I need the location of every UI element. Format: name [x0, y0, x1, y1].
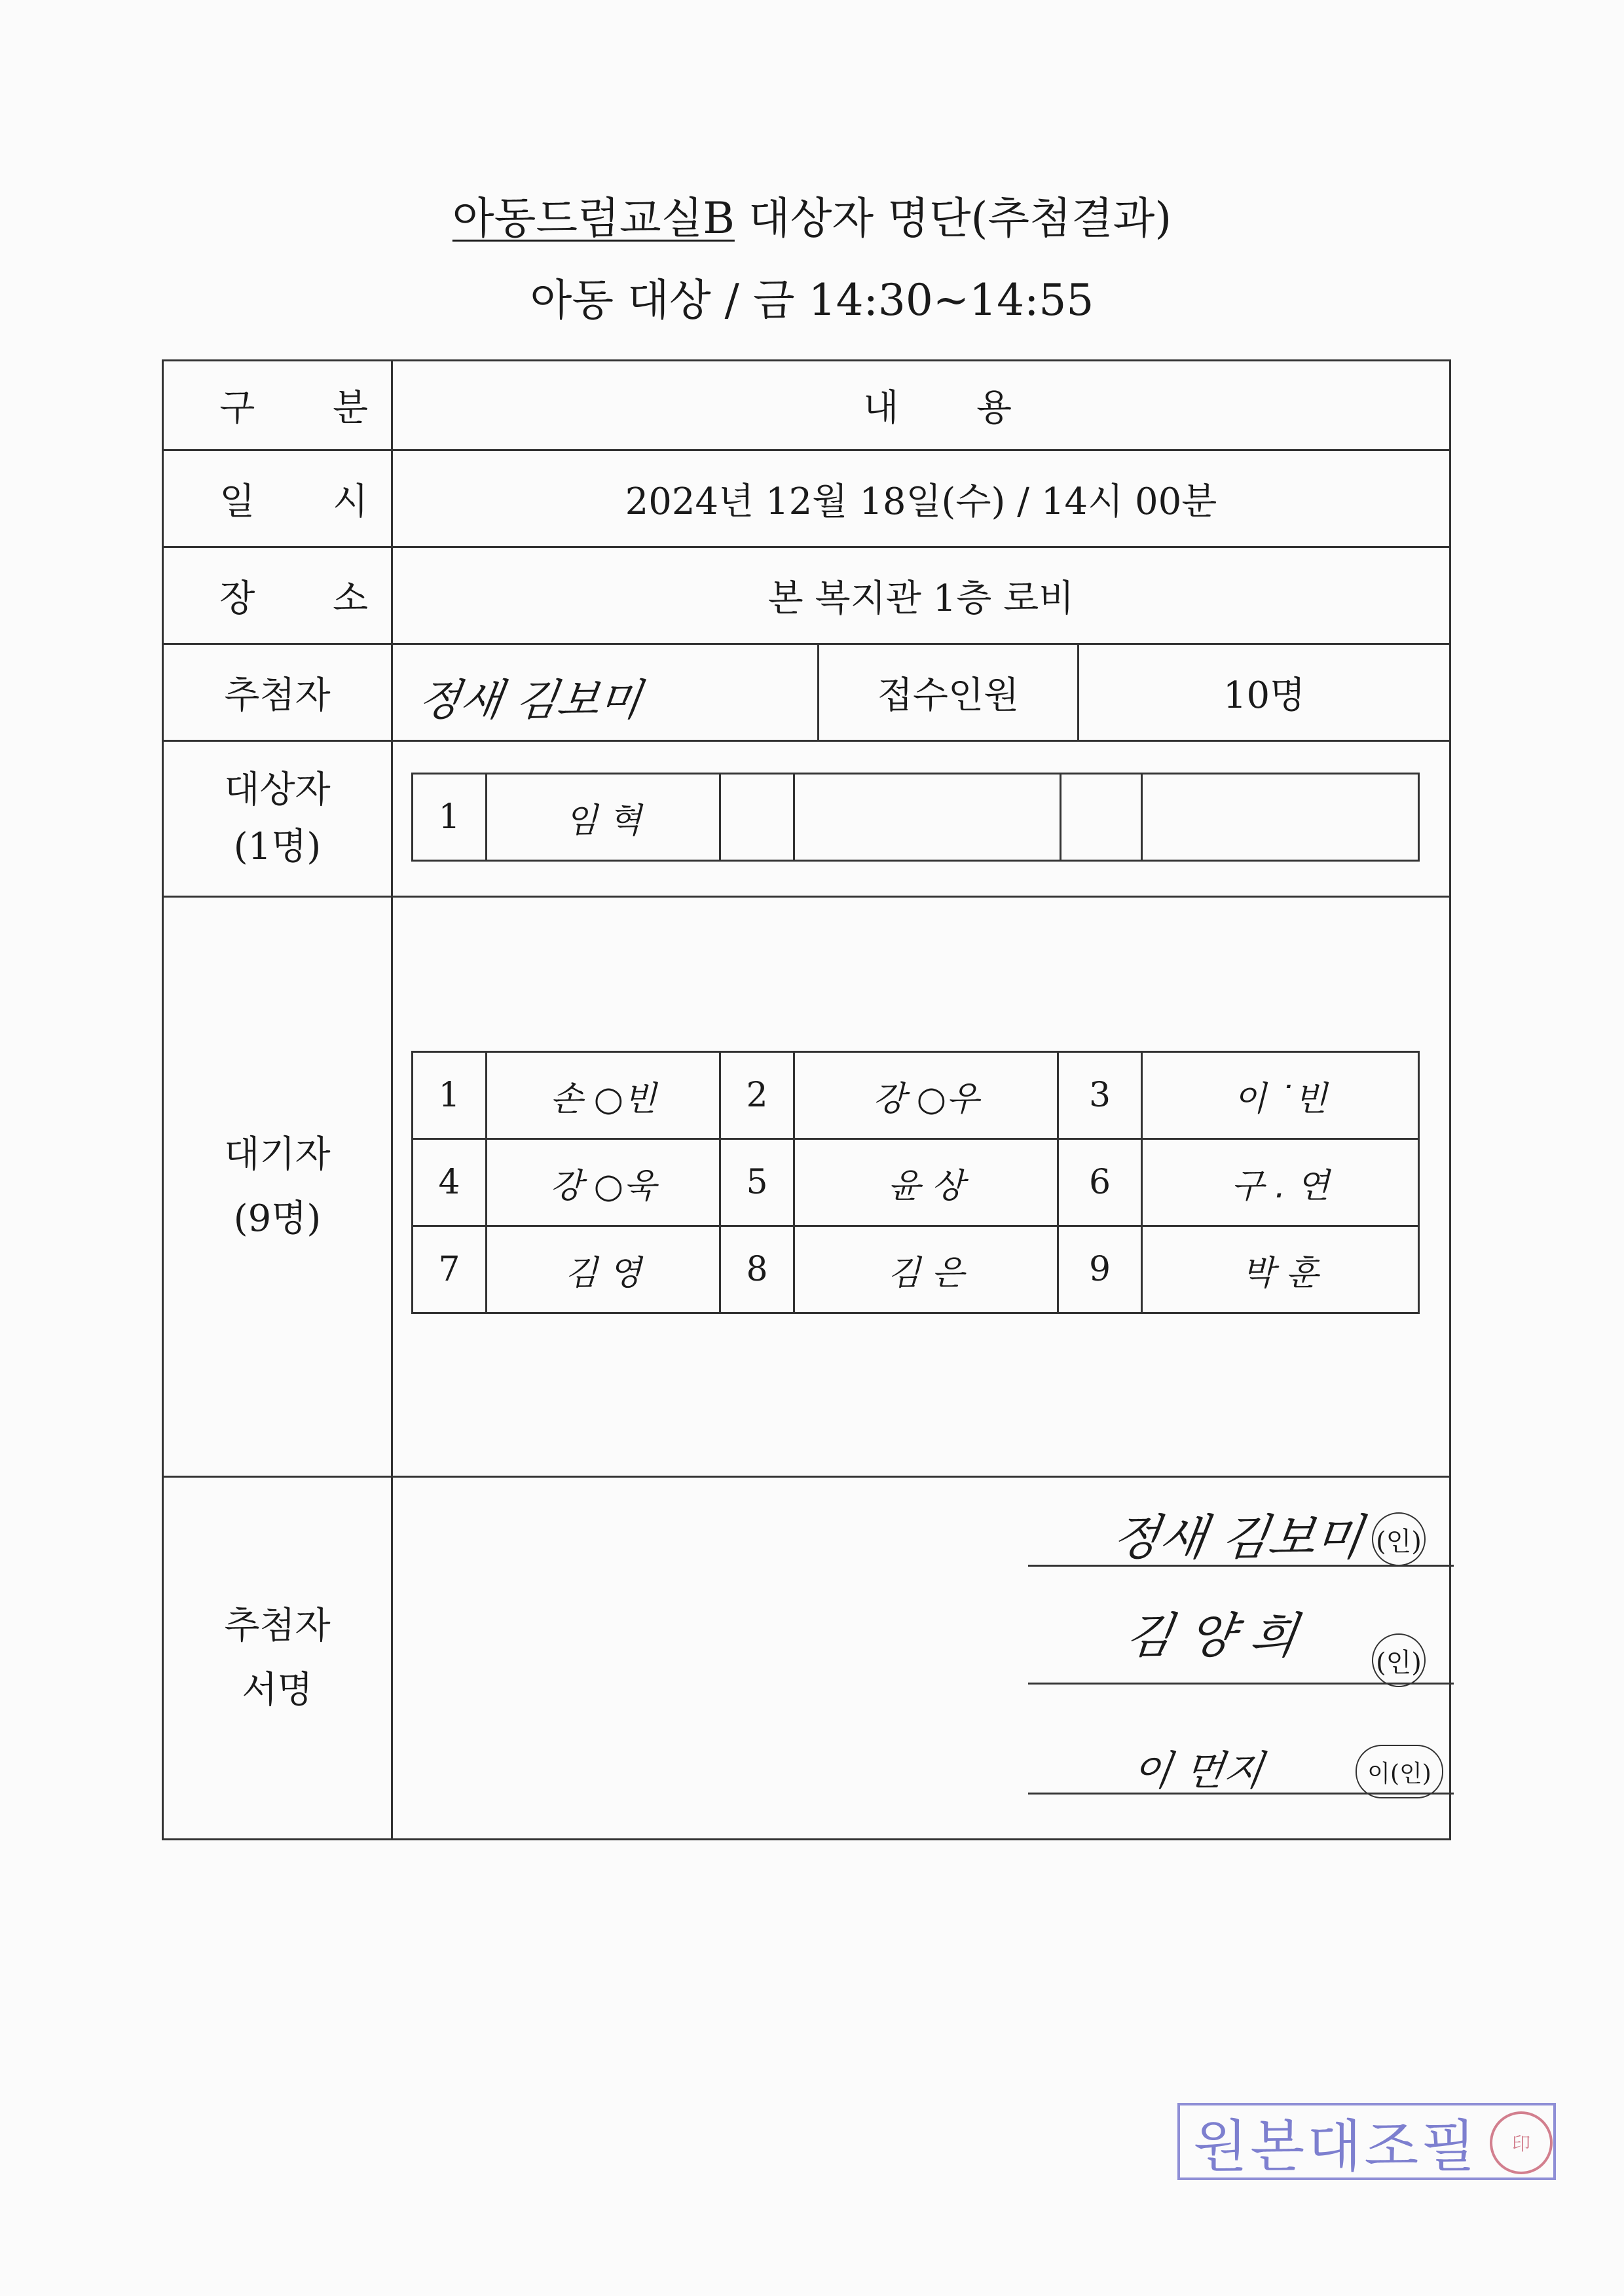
selected-count: (1명) [233, 825, 322, 868]
waitlist-label-cell [164, 898, 391, 1476]
signature-3: 이 먼지 [1129, 1747, 1266, 1795]
drawer-signature: 정새 김보미 [415, 675, 645, 725]
date-label: 일 시 [219, 480, 401, 523]
waitlist-name: 윤 상 [794, 1139, 1058, 1226]
applicants-label: 접수인원 [877, 674, 1020, 717]
empty-cell [1061, 774, 1142, 861]
waitlist-number: 5 [720, 1139, 794, 1226]
header-value: 내 용 [863, 387, 1045, 429]
waitlist-number: 2 [720, 1052, 794, 1139]
waitlist-number: 8 [720, 1226, 794, 1313]
document-title [0, 183, 1624, 246]
waitlist-grid [411, 1051, 1420, 1314]
selected-number: 1 [413, 774, 487, 861]
waitlist-name: 이 ˙빈 [1142, 1052, 1419, 1139]
selected-label-cell [164, 742, 391, 896]
table-row [413, 1052, 1419, 1139]
signature-line [1028, 1793, 1454, 1795]
waitlist-number: 6 [1058, 1139, 1142, 1226]
sign-label-cell [164, 1478, 391, 1838]
waitlist-number: 3 [1058, 1052, 1142, 1139]
empty-cell [794, 774, 1061, 861]
seal-3: 이(인) [1356, 1745, 1443, 1798]
signature-2: 김 양 희 [1122, 1608, 1301, 1664]
title-rest: 대상자 명단(추첨결과) [734, 193, 1172, 244]
waitlist-number: 4 [413, 1139, 487, 1226]
table-row [413, 1139, 1419, 1226]
header-label: 구 분 [219, 387, 401, 429]
sign-label-line2: 서명 [242, 1668, 313, 1711]
place-label: 장 소 [219, 577, 401, 620]
signature-line [1028, 1565, 1454, 1567]
waitlist-number: 9 [1058, 1226, 1142, 1313]
seal-1: (인) [1372, 1512, 1426, 1566]
waitlist-name: 박 훈 [1142, 1226, 1419, 1313]
stamp-seal: 印 [1490, 2111, 1553, 2174]
selected-label: 대상자 [224, 768, 331, 811]
waitlist-count: (9명) [233, 1197, 322, 1240]
empty-cell [1142, 774, 1419, 861]
table-row [413, 1226, 1419, 1313]
waitlist-name: 김 은 [794, 1226, 1058, 1313]
seal-2: (인) [1372, 1633, 1426, 1687]
waitlist-name: 구 . 연 [1142, 1139, 1419, 1226]
certified-copy-stamp: 원본대조필 [1177, 2103, 1556, 2180]
empty-cell [720, 774, 794, 861]
drawer-label: 추첨자 [224, 674, 331, 717]
place-value: 본 복지관 1층 로비 [767, 577, 1075, 620]
waitlist-label: 대기자 [224, 1133, 331, 1176]
applicants-value: 10명 [1223, 674, 1306, 717]
selected-name: 임 혁 [487, 774, 720, 861]
date-value: 2024년 12월 18일(수) / 14시 00분 [625, 480, 1217, 523]
table-row [413, 774, 1419, 861]
signature-line [1028, 1683, 1454, 1685]
waitlist-number: 1 [413, 1052, 487, 1139]
selected-grid [411, 773, 1420, 862]
waitlist-number: 7 [413, 1226, 487, 1313]
document-subtitle: 아동 대상 / 금 14:30~14:55 [530, 275, 1094, 325]
program-name: 아동드럼교실B [452, 193, 735, 244]
waitlist-name: 손 ○빈 [487, 1052, 720, 1139]
signature-1: 정새 김보미 [1109, 1510, 1367, 1566]
waitlist-name: 강 ○우 [794, 1052, 1058, 1139]
waitlist-name: 강 ○욱 [487, 1139, 720, 1226]
waitlist-name: 김 영 [487, 1226, 720, 1313]
sign-label-line1: 추첨자 [224, 1604, 331, 1647]
